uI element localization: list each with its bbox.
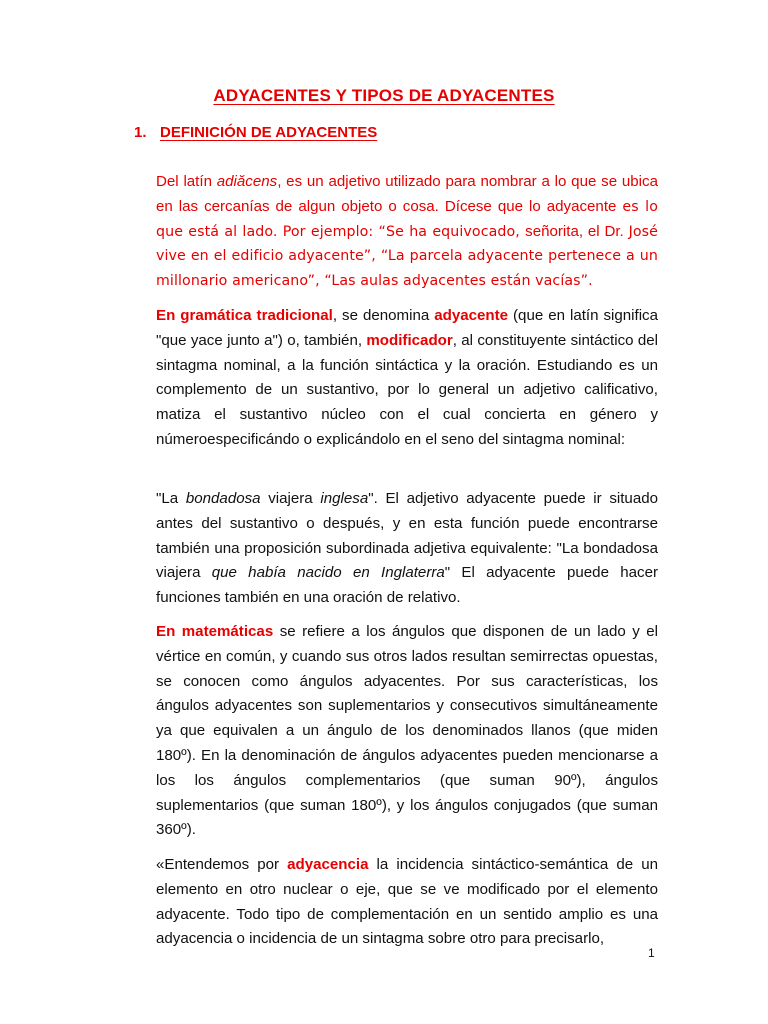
term-highlight: adyacente: [434, 307, 509, 325]
text-run: " El adyacente puede hacer funciones también en una oración de relativo.: [156, 564, 658, 607]
text-run: se refiere a los ángulos que disponen de un lado y el vértice en común, y cuando sus otros lados resultan semirrectas opuestas, se conocen como ángulos adyacentes. Por sus características, los ángulos adyacentes son suplementarios y consecutivos simultáneamente ya que equivalen a un ángulo de los denominados llanos (que miden 180º). En la denominación de ángulos adyacentes pueden mencionarse a los los ángulos complementarios (que suman 90º), ángulos suplementarios (que suman 180º), y los ángulos conjugados (que suman 360º).: [156, 623, 659, 839]
paragraph-definition: [156, 170, 658, 294]
text-run: señorita, el Dr.: [525, 222, 629, 240]
text-run: ". El adjetivo adyacente puede ir situado antes del sustantivo o después, y en esta función puede encontrarse también una proposición subordinada adjetiva equivalente: "La bondadosa viajera: [156, 490, 659, 582]
section-heading: [134, 124, 377, 141]
term-highlight: modificador: [366, 331, 453, 349]
text-run: «Entendemos por: [156, 856, 288, 874]
text-run: Del latín: [156, 173, 217, 191]
text-run: , al constituyente sintáctico del sintagma nominal, a la función sintáctica y la oración. Estudiando es un complemento de un sustantivo, por lo general un adjetivo calificativo, matiza el sustantivo núcleo con el cual concierta en género y númeroespecificándo o explicándolo en el seno del sintagma nominal:: [156, 331, 659, 449]
latin-term: adiăcens: [216, 173, 278, 191]
term-highlight: En gramática tradicional: [156, 307, 333, 325]
section-number: 1.: [134, 124, 147, 141]
section-title: DEFINICIÓN DE ADYACENTES: [160, 124, 378, 141]
text-run: es lo que está al lado. Por ejemplo: “Se ha equivocado,: [156, 198, 658, 240]
document-title: ADYACENTES Y TIPOS DE ADYACENTES: [213, 86, 555, 105]
paragraph-grammar: [156, 304, 658, 453]
text-run: la incidencia sintáctico-semántica de un elemento en otro nuclear o eje, que se ve modificado por el elemento adyacente. Todo tipo de complementación en un sentido amplio es una adyacencia o incidencia de un sintagma sobre otro para precisarlo,: [156, 856, 658, 948]
italic-term: que había nacido en Inglaterra: [211, 564, 445, 582]
text-run: José vive en el edificio adyacente”, “La parcela adyacente pertenece a un millonario americano”, “Las aulas adyacentes están vacías”.: [156, 223, 658, 290]
italic-term: inglesa: [320, 490, 369, 508]
term-highlight: En matemáticas: [156, 623, 274, 641]
paragraph-quote: [156, 853, 658, 952]
italic-term: bondadosa: [185, 490, 261, 508]
paragraph-example: [156, 487, 658, 611]
text-run: viajera: [260, 490, 321, 508]
term-highlight: adyacencia: [287, 856, 369, 874]
paragraph-math: [156, 620, 658, 843]
text-run: , se denomina: [332, 307, 435, 325]
page-number: 1: [648, 946, 655, 960]
text-run: (que en latín significa "que yace junto a") o, también,: [156, 307, 658, 349]
text-run: , es un adjetivo utilizado para nombrar a lo que se ubica en las cercanías de algun objeto o cosa. Dícese que lo adyacente: [156, 173, 658, 215]
text-run: "La: [156, 490, 186, 508]
